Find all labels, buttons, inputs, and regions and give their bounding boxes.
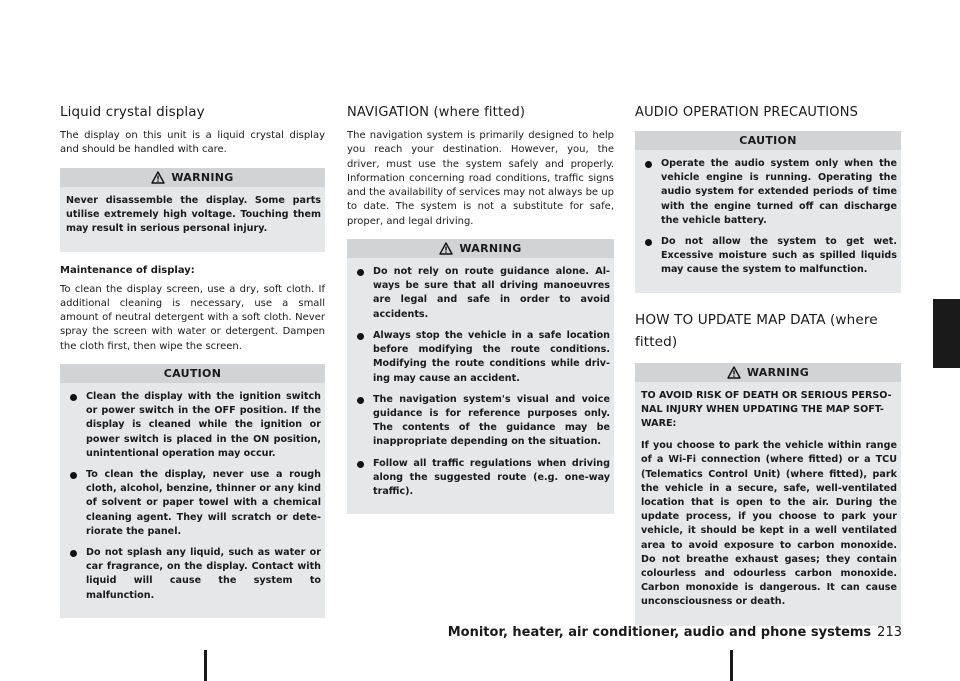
bullet-dot-icon (357, 397, 364, 404)
warning-header (635, 363, 901, 382)
right-column (635, 104, 901, 638)
list-item: The navigation system's visual and voice guidance is for reference purposes only. The contents of the guidance may be inappropriate depending on the situation. (353, 393, 610, 450)
page-number: 213 (877, 625, 902, 640)
maintenance-label: Maintenance of display: (60, 265, 195, 277)
caution-header: CAUTION (635, 131, 901, 150)
warning-title: WARNING (459, 242, 522, 256)
list-item: Do not rely on route guidance alone. Al- ways be sure that all driving manoeuvres are legal and safe in order to avoid accidents. (353, 265, 610, 322)
warning-lead: TO AVOID RISK OF DEATH OR SERIOUS PERSO- NAL INJURY WHEN UPDATING THE MAP SOFT- WARE: (641, 389, 892, 430)
warning-header (60, 168, 325, 187)
crop-mark (204, 650, 207, 681)
warning-text: Never disassemble the display. Some parts utilise extremely high voltage. Touching them may result in serious personal injury. (66, 194, 321, 234)
caution-box-lcd (60, 364, 325, 618)
warning-triangle-icon (439, 242, 453, 255)
bullet-dot-icon (70, 472, 77, 479)
warning-triangle-icon (151, 171, 165, 184)
page-footer (448, 624, 902, 642)
caution-box-audio (635, 131, 901, 293)
left-column (60, 104, 325, 630)
bullet-dot-icon (70, 394, 77, 401)
list-item: Do not splash any liquid, such as water or car fragrance, on the display. Contact with liquid will cause the system to malfunction. (66, 546, 321, 603)
warning-box-lcd (60, 168, 325, 253)
list-item: To clean the display, never use a rough cloth, alcohol, benzine, thinner or any kind of solvent or paper towel with a chemical cleaning agent. They will scratch or dete- riorate the panel. (66, 468, 321, 539)
crop-mark (730, 650, 733, 681)
list-item: Follow all traffic regulations when driving along the suggested route (e.g. one-way traffic). (353, 457, 610, 500)
bullet-dot-icon (357, 461, 364, 468)
list-item: Always stop the vehicle in a safe location before modifying the route conditions. Modifying the route conditions while driv- ing may cause an accident. (353, 329, 610, 386)
warning-text: If you choose to park the vehicle within range of a Wi-Fi connection (where fitted) or a TCU (Telematics Control Unit) (where fitted), park the vehicle in a secure, safe, well-ventilated location that is open to the air. During the update process, if you choose to park your vehicle, it should be kept in a well ventilated area to avoid exposure to carbon monoxide. Do not breathe exhaust gases; they contain colourless and odourless carbon monoxide. Carbon monoxide is dangerous. It can cause unconsciousness or death. (641, 440, 897, 608)
bullet-dot-icon (645, 161, 652, 168)
warning-box-map-update (635, 363, 901, 626)
chapter-tab (933, 299, 960, 368)
list-item: Operate the audio system only when the vehicle engine is running. Operating the audio system for extended periods of time with the engine turned off can discharge the vehicle battery. (641, 157, 897, 228)
warning-triangle-icon (727, 366, 741, 379)
bullet-dot-icon (357, 333, 364, 340)
section-heading-audio: AUDIO OPERATION PRECAUTIONS (635, 105, 859, 120)
warning-header (347, 239, 614, 258)
warning-title: WARNING (746, 365, 810, 379)
section-heading-map-update: HOW TO UPDATE MAP DATA (where fitted) (635, 311, 878, 350)
lcd-intro: The display on this unit is a liquid crystal display and should be handled with care. (60, 130, 325, 156)
caution-header: CAUTION (60, 364, 325, 383)
warning-title: WARNING (171, 170, 234, 184)
navigation-intro: The navigation system is primarily designed to help you reach your destination. However, you, the driver, must use the system safely and properly. Information concerning road conditions, traffic signs and the availability of services may not always be up to date. The system is not a substitute for safe, proper, and legal driving. (347, 130, 614, 227)
middle-column (347, 104, 614, 526)
section-heading-lcd: Liquid crystal display (60, 104, 205, 120)
list-item: Do not allow the system to get wet. Excessive moisture such as spilled liquids may cause the system to malfunction. (641, 235, 897, 278)
bullet-dot-icon (645, 239, 652, 246)
warning-box-navigation (347, 239, 614, 514)
section-heading-navigation: NAVIGATION (where fitted) (347, 105, 526, 120)
maintenance-text: To clean the display screen, use a dry, soft cloth. If additional cleaning is necessary, use a small amount of neutral detergent with a soft cloth. Never spray the screen with water or detergent. Dampen the cloth first, then wipe the screen. (60, 283, 325, 352)
footer-section-title: Monitor, heater, air conditioner, audio and phone systems (447, 625, 872, 640)
bullet-dot-icon (70, 550, 77, 557)
list-item: Clean the display with the ignition switch or power switch in the OFF position. If the display is cleaned while the ignition or power switch is placed in the ON position, unintentional operation may occur. (66, 390, 321, 461)
bullet-dot-icon (357, 269, 364, 276)
